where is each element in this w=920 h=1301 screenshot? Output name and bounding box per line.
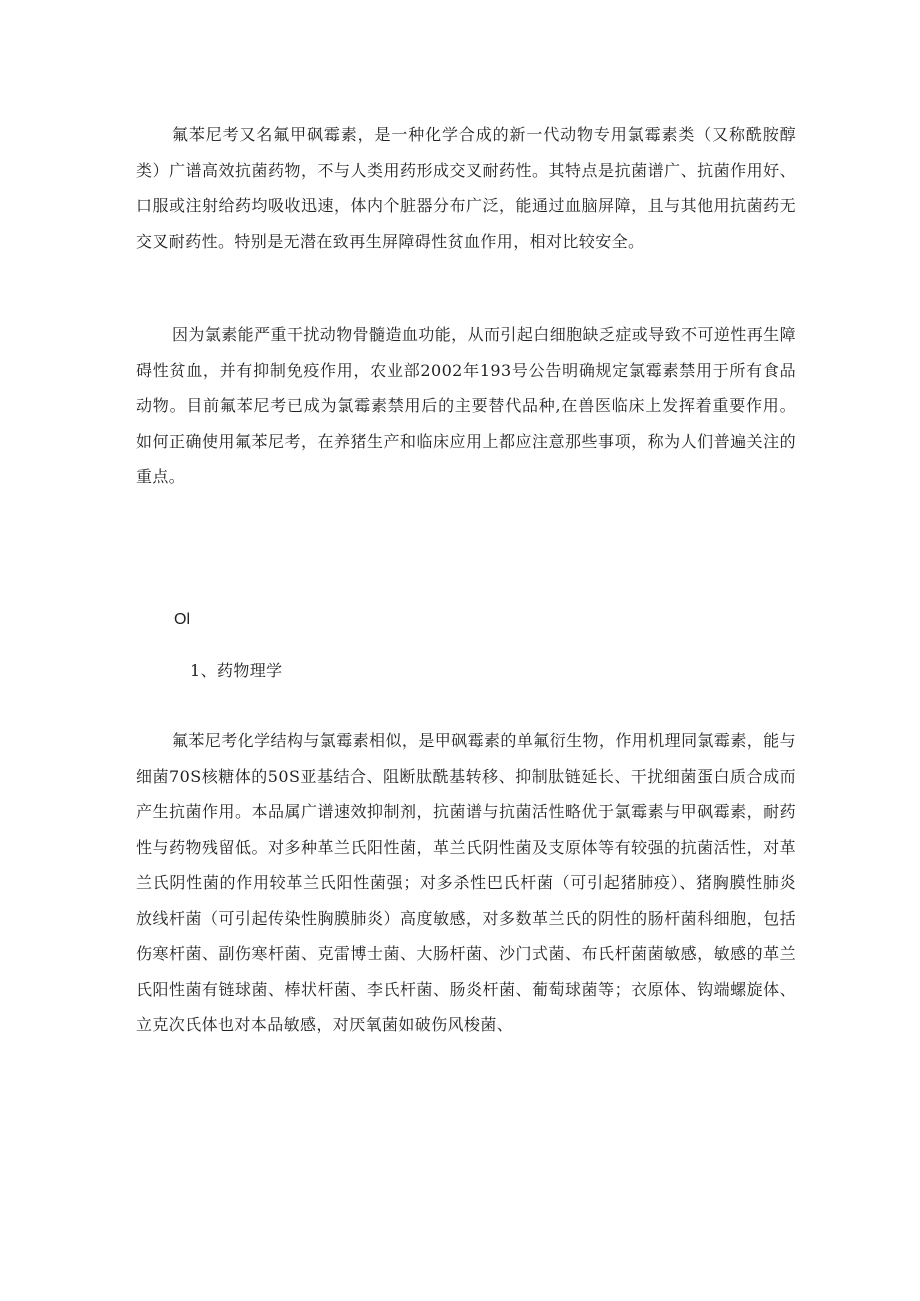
section-marker: Ol (174, 611, 190, 628)
pharmacology-paragraph: 氟苯尼考化学结构与氯霉素相似，是甲砜霉素的单氟衍生物，作用机理同氯霉素，能与细菌70S核糖体的50S亚基结合、阻断肽酰基转移、抑制肽链延长、干扰细菌蛋白质合成而产生抗菌作用。本品属广谱速效抑制剂，抗菌谱与抗菌活性略优于氯霉素与甲砜霉素，耐药性与药物残留低。对多种革兰氏阳性菌，革兰氏阴性菌及支原体等有较强的抗菌活性，对革兰氏阴性菌的作用较革兰氏阳性菌强；对多杀性巴氏杆菌（可引起猪肺疫）、猪胸膜性肺炎放线杆菌（可引起传染性胸膜肺炎）高度敏感，对多数革兰氏的阴性的肠杆菌科细胞，包括伤寒杆菌、副伤寒杆菌、克雷博士菌、大肠杆菌、沙门式菌、布氏杆菌菌敏感，敏感的革兰氏阳性菌有链球菌、棒状杆菌、李氏杆菌、肠炎杆菌、葡萄球菌等；衣原体、钩端螺旋体、立克次氏体也对本品敏感，对厌氧菌如破伤风梭菌、 (136, 731, 796, 1034)
intro-paragraph: 氟苯尼考又名氟甲砜霉素，是一种化学合成的新一代动物专用氯霉素类（又称酰胺醇类）广谱高效抗菌药物，不与人类用药形成交叉耐药性。其特点是抗菌谱广、抗菌作用好、口服或注射给药均吸收迅速，体内个脏器分布广泛，能通过血脑屏障，且与其他用抗菌药无交叉耐药性。特别是无潜在致再生屏障碍性贫血作用，相对比较安全。 (136, 125, 796, 251)
background-paragraph: 因为氯素能严重干扰动物骨髓造血功能，从而引起白细胞缺乏症或导致不可逆性再生障碍性贫血，并有抑制免疫作用，农业部2002年193号公告明确规定氯霉素禁用于所有食品动物。目前氟苯尼考已成为氯霉素禁用后的主要替代品种,在兽医临床上发挥着重要作用。如何正确使用氟苯尼考，在养猪生产和临床应用上都应注意那些事项，称为人们普遍关注的重点。 (136, 325, 796, 486)
section-heading: 1、药物理学 (190, 661, 283, 680)
